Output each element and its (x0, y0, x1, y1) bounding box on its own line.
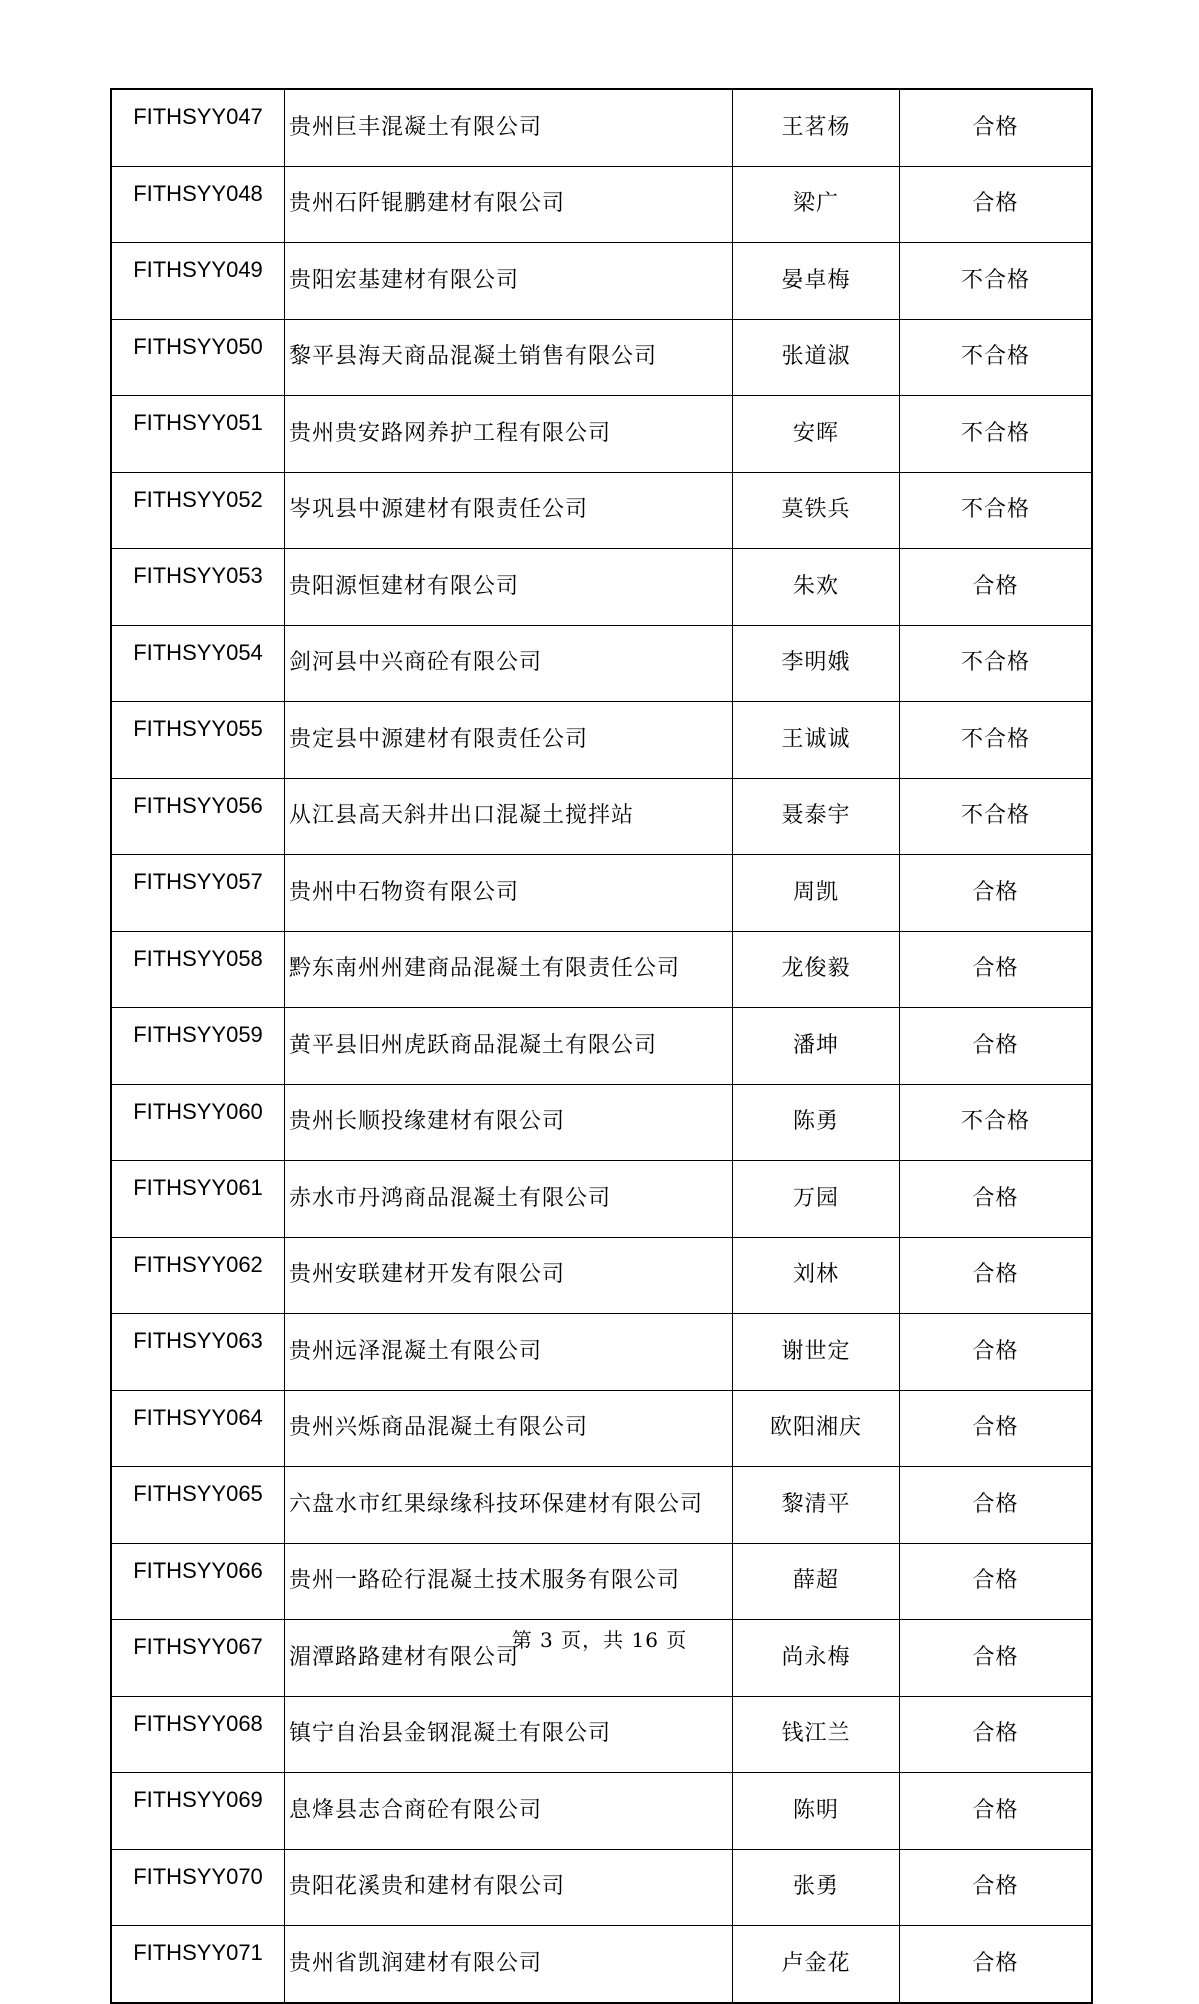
company-name-cell: 贵阳宏基建材有限公司 (285, 243, 733, 320)
company-name-cell: 息烽县志合商砼有限公司 (285, 1773, 733, 1850)
sample-code-cell: FITHSYY067 (111, 1620, 285, 1697)
table-row (111, 1084, 1092, 1161)
company-name-cell: 黔东南州州建商品混凝土有限责任公司 (285, 931, 733, 1008)
contact-person-cell: 张道淑 (733, 319, 900, 396)
table-row (111, 166, 1092, 243)
company-name-cell: 贵州远泽混凝土有限公司 (285, 1314, 733, 1391)
company-name-cell: 镇宁自治县金钢混凝土有限公司 (285, 1696, 733, 1773)
sample-code-cell: FITHSYY065 (111, 1467, 285, 1544)
contact-person-cell: 黎清平 (733, 1467, 900, 1544)
sample-code-cell: FITHSYY056 (111, 778, 285, 855)
table-row (111, 702, 1092, 779)
results-table (110, 88, 1093, 2004)
sample-code-cell: FITHSYY057 (111, 855, 285, 932)
contact-person-cell: 梁广 (733, 166, 900, 243)
company-name-cell: 贵州长顺投缘建材有限公司 (285, 1084, 733, 1161)
result-cell: 不合格 (900, 319, 1093, 396)
sample-code-cell: FITHSYY063 (111, 1314, 285, 1391)
table-row (111, 1390, 1092, 1467)
sample-code-cell: FITHSYY069 (111, 1773, 285, 1850)
contact-person-cell: 万园 (733, 1161, 900, 1238)
sample-code-cell: FITHSYY051 (111, 396, 285, 473)
company-name-cell: 湄潭路路建材有限公司 (285, 1620, 733, 1697)
sample-code-cell: FITHSYY059 (111, 1008, 285, 1085)
sample-code-cell: FITHSYY062 (111, 1237, 285, 1314)
sample-code-cell: FITHSYY053 (111, 549, 285, 626)
contact-person-cell: 薛超 (733, 1543, 900, 1620)
result-cell: 合格 (900, 1849, 1093, 1926)
contact-person-cell: 潘坤 (733, 1008, 900, 1085)
result-cell: 不合格 (900, 396, 1093, 473)
result-cell: 合格 (900, 166, 1093, 243)
company-name-cell: 赤水市丹鸿商品混凝土有限公司 (285, 1161, 733, 1238)
result-cell: 不合格 (900, 778, 1093, 855)
table-row (111, 89, 1092, 166)
company-name-cell: 贵州巨丰混凝土有限公司 (285, 89, 733, 166)
contact-person-cell: 尚永梅 (733, 1620, 900, 1697)
result-cell: 合格 (900, 549, 1093, 626)
company-name-cell: 黎平县海天商品混凝土销售有限公司 (285, 319, 733, 396)
result-cell: 合格 (900, 1773, 1093, 1850)
company-name-cell: 剑河县中兴商砼有限公司 (285, 625, 733, 702)
sample-code-cell: FITHSYY058 (111, 931, 285, 1008)
result-cell: 不合格 (900, 243, 1093, 320)
result-cell: 合格 (900, 1390, 1093, 1467)
result-cell: 合格 (900, 1467, 1093, 1544)
results-table-body (111, 89, 1092, 2003)
company-name-cell: 贵州安联建材开发有限公司 (285, 1237, 733, 1314)
sample-code-cell: FITHSYY054 (111, 625, 285, 702)
contact-person-cell: 刘林 (733, 1237, 900, 1314)
sample-code-cell: FITHSYY049 (111, 243, 285, 320)
table-row (111, 472, 1092, 549)
result-cell: 合格 (900, 1926, 1093, 2003)
company-name-cell: 贵阳源恒建材有限公司 (285, 549, 733, 626)
contact-person-cell: 陈明 (733, 1773, 900, 1850)
company-name-cell: 贵州石阡锟鹏建材有限公司 (285, 166, 733, 243)
table-row (111, 1696, 1092, 1773)
sample-code-cell: FITHSYY052 (111, 472, 285, 549)
contact-person-cell: 朱欢 (733, 549, 900, 626)
contact-person-cell: 莫铁兵 (733, 472, 900, 549)
table-row (111, 1237, 1092, 1314)
company-name-cell: 六盘水市红果绿缘科技环保建材有限公司 (285, 1467, 733, 1544)
contact-person-cell: 卢金花 (733, 1926, 900, 2003)
contact-person-cell: 欧阳湘庆 (733, 1390, 900, 1467)
company-name-cell: 岑巩县中源建材有限责任公司 (285, 472, 733, 549)
result-cell: 合格 (900, 1237, 1093, 1314)
table-row (111, 778, 1092, 855)
sample-code-cell: FITHSYY060 (111, 1084, 285, 1161)
table-row (111, 1467, 1092, 1544)
result-cell: 不合格 (900, 1084, 1093, 1161)
table-row (111, 243, 1092, 320)
table-row (111, 625, 1092, 702)
contact-person-cell: 李明娥 (733, 625, 900, 702)
sample-code-cell: FITHSYY071 (111, 1926, 285, 2003)
result-cell: 合格 (900, 1543, 1093, 1620)
table-row (111, 1926, 1092, 2003)
sample-code-cell: FITHSYY061 (111, 1161, 285, 1238)
company-name-cell: 黄平县旧州虎跃商品混凝土有限公司 (285, 1008, 733, 1085)
company-name-cell: 贵州省凯润建材有限公司 (285, 1926, 733, 2003)
contact-person-cell: 安晖 (733, 396, 900, 473)
table-row (111, 549, 1092, 626)
contact-person-cell: 聂泰宇 (733, 778, 900, 855)
result-cell: 不合格 (900, 472, 1093, 549)
sample-code-cell: FITHSYY070 (111, 1849, 285, 1926)
page-footer: 第 3 页，共 16 页 (511, 1628, 688, 1652)
table-row (111, 1849, 1092, 1926)
result-cell: 合格 (900, 1008, 1093, 1085)
result-cell: 不合格 (900, 625, 1093, 702)
sample-code-cell: FITHSYY048 (111, 166, 285, 243)
table-row (111, 1161, 1092, 1238)
result-cell: 合格 (900, 931, 1093, 1008)
contact-person-cell: 龙俊毅 (733, 931, 900, 1008)
table-row (111, 855, 1092, 932)
result-cell: 合格 (900, 1314, 1093, 1391)
sample-code-cell: FITHSYY047 (111, 89, 285, 166)
sample-code-cell: FITHSYY066 (111, 1543, 285, 1620)
contact-person-cell: 王诚诚 (733, 702, 900, 779)
table-row (111, 396, 1092, 473)
sample-code-cell: FITHSYY064 (111, 1390, 285, 1467)
table-row (111, 1773, 1092, 1850)
contact-person-cell: 张勇 (733, 1849, 900, 1926)
company-name-cell: 贵州一路砼行混凝土技术服务有限公司 (285, 1543, 733, 1620)
result-cell: 合格 (900, 1161, 1093, 1238)
company-name-cell: 贵定县中源建材有限责任公司 (285, 702, 733, 779)
result-cell: 合格 (900, 1696, 1093, 1773)
sample-code-cell: FITHSYY050 (111, 319, 285, 396)
contact-person-cell: 陈勇 (733, 1084, 900, 1161)
contact-person-cell: 周凯 (733, 855, 900, 932)
result-cell: 合格 (900, 1620, 1093, 1697)
table-row (111, 931, 1092, 1008)
company-name-cell: 贵州中石物资有限公司 (285, 855, 733, 932)
table-row (111, 1008, 1092, 1085)
result-cell: 不合格 (900, 702, 1093, 779)
contact-person-cell: 晏卓梅 (733, 243, 900, 320)
table-row (111, 319, 1092, 396)
company-name-cell: 从江县高天斜井出口混凝土搅拌站 (285, 778, 733, 855)
sample-code-cell: FITHSYY068 (111, 1696, 285, 1773)
company-name-cell: 贵州兴烁商品混凝土有限公司 (285, 1390, 733, 1467)
contact-person-cell: 谢世定 (733, 1314, 900, 1391)
result-cell: 合格 (900, 89, 1093, 166)
table-row (111, 1314, 1092, 1391)
contact-person-cell: 王茗杨 (733, 89, 900, 166)
contact-person-cell: 钱江兰 (733, 1696, 900, 1773)
table-row (111, 1543, 1092, 1620)
company-name-cell: 贵州贵安路网养护工程有限公司 (285, 396, 733, 473)
result-cell: 合格 (900, 855, 1093, 932)
company-name-cell: 贵阳花溪贵和建材有限公司 (285, 1849, 733, 1926)
sample-code-cell: FITHSYY055 (111, 702, 285, 779)
